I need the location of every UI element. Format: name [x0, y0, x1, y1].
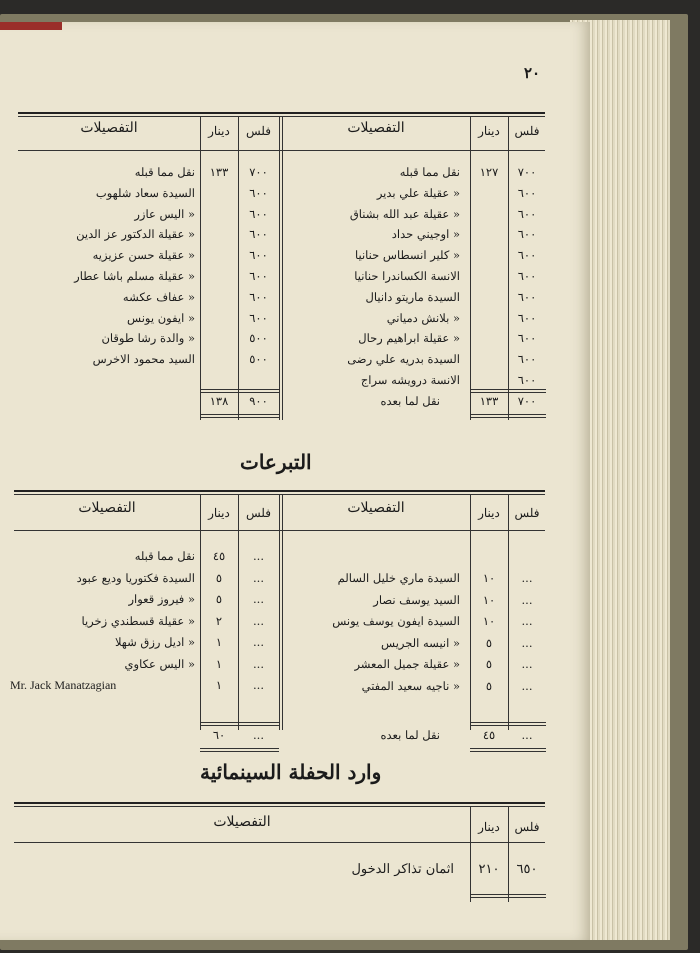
- entry-description: السيدة ماري خليل السالم: [337, 571, 460, 585]
- amount-fils: ٥٠٠: [249, 331, 268, 346]
- entry-description: Mr. Jack Manatzagian: [10, 678, 117, 692]
- amount-dinar: ٤٥: [212, 549, 226, 563]
- amount-dinar: ١: [215, 635, 223, 649]
- ledger-row: [18, 328, 279, 348]
- header-fils: فلس: [514, 124, 540, 138]
- header-fils: فلس: [514, 820, 540, 834]
- ledger-row: [18, 224, 279, 244]
- section-title-cinema: وارد الحفلة السينمائية: [200, 760, 382, 784]
- entry-description: « عفاف عكشه: [122, 289, 195, 304]
- total-rule: [470, 725, 546, 726]
- amount-fils: ٦٠٠: [249, 185, 268, 200]
- ledger-row: [14, 546, 279, 566]
- total-rule: [200, 751, 279, 752]
- amount-fils: ٦٠٠: [517, 310, 537, 325]
- total-rule: [200, 414, 279, 415]
- amount-dinar: ١٢٧: [479, 165, 499, 179]
- page-number: ٢٠: [524, 64, 541, 82]
- entry-description: الانسة الكساندرا حنانيا: [354, 269, 460, 283]
- ledger-row: [18, 308, 279, 328]
- ledger-row: [10, 675, 279, 695]
- ledger-row: [282, 590, 546, 610]
- carry-forward-label: نقل لما بعده: [380, 394, 440, 408]
- total-fils: ...: [253, 728, 264, 742]
- amount-dinar: ٥: [215, 592, 223, 606]
- total-rule: [470, 722, 546, 723]
- amount-fils: ٥٠٠: [249, 352, 268, 367]
- binding-tape: [0, 22, 62, 30]
- total-rule: [470, 389, 546, 390]
- amount-fils: ٦٠٠: [517, 373, 537, 387]
- total-fils: ...: [521, 728, 533, 742]
- amount-dinar: ٢: [215, 613, 223, 628]
- amount-fils: ٦٠٠: [249, 269, 268, 283]
- table-top-rule: [18, 112, 545, 114]
- amount-dinar: ١٠: [482, 592, 496, 607]
- entry-description: السيدة فكتوريا وديع عبود: [76, 570, 195, 585]
- amount-fils: ٦٠٠: [249, 206, 268, 221]
- amount-fils: ٦٠٠: [517, 185, 537, 200]
- header-details: التفصيلات: [347, 120, 405, 136]
- ledger-row: [282, 349, 546, 369]
- total-rule: [470, 392, 546, 393]
- ledger-row: [14, 589, 279, 609]
- amount-fils: ٦٠٠: [517, 206, 537, 221]
- amount-fils: ...: [253, 570, 264, 585]
- total-rule: [200, 392, 279, 393]
- total-rule: [470, 417, 546, 418]
- header-fils: فلس: [514, 506, 540, 520]
- amount-fils: ...: [253, 592, 264, 606]
- amount-fils: ...: [521, 592, 533, 607]
- entry-description: « عقيلة قسطندي زخريا: [81, 613, 195, 628]
- ledger-row: [282, 328, 546, 348]
- header-details: التفصيلات: [80, 120, 138, 136]
- total-rule: [470, 897, 546, 898]
- amount-fils: ٦٠٠: [517, 269, 537, 283]
- amount-fils: ٦٥٠: [516, 862, 538, 877]
- total-dinar: ١٣٣: [479, 394, 499, 408]
- ledger-row: [14, 611, 279, 631]
- section-title-donations: التبرعات: [240, 450, 312, 474]
- entry-description: « والدة رشا طوقان: [101, 331, 195, 346]
- entry-description: « عقيلة ابراهيم رحال: [358, 331, 460, 346]
- ledger-row: [18, 266, 279, 286]
- entry-description: « انيسه الجريس: [381, 635, 460, 650]
- ledger-page: [0, 22, 590, 940]
- entry-description: « عقيلة حسن عزيزيه: [92, 248, 195, 263]
- header-dinar: دينار: [478, 820, 500, 834]
- amount-dinar: ٥: [485, 657, 493, 671]
- header-details: التفصيلات: [213, 814, 271, 830]
- total-rule: [200, 725, 279, 726]
- carry-forward-label: نقل لما بعده: [380, 728, 440, 742]
- amount-fils: ...: [253, 635, 264, 649]
- total-dinar: ١٣٨: [209, 394, 229, 408]
- ledger-row: [18, 287, 279, 307]
- amount-fils: ٦٠٠: [517, 352, 537, 367]
- amount-fils: ٧٠٠: [517, 165, 537, 179]
- entry-description: السيدة ايفون يوسف يونس: [332, 614, 460, 628]
- header-fils: فلس: [245, 124, 271, 138]
- ledger-row: [282, 266, 546, 286]
- total-rule: [470, 751, 546, 752]
- amount-dinar: ١٣٣: [209, 165, 229, 179]
- amount-fils: ...: [521, 614, 533, 628]
- header-dinar: دينار: [208, 506, 230, 520]
- ledger-row: [18, 245, 279, 265]
- entry-description: « عقيلة جميل المعشر: [354, 657, 460, 671]
- amount-fils: ...: [253, 549, 264, 563]
- total-rule: [470, 894, 546, 895]
- total-rule: [200, 722, 279, 723]
- entry-description: نقل مما قبله: [134, 165, 195, 179]
- ledger-row: [282, 611, 546, 631]
- entry-description: اثمان تذاكر الدخول: [351, 862, 454, 877]
- header-details: التفصيلات: [78, 500, 136, 516]
- table-top-rule: [14, 490, 545, 492]
- amount-fils: ...: [521, 571, 533, 585]
- total-rule: [200, 389, 279, 390]
- total-fils: ٧٠٠: [517, 394, 537, 408]
- col-divider: [279, 494, 280, 730]
- ledger-row: [282, 162, 546, 182]
- amount-fils: ٦٠٠: [517, 248, 537, 263]
- amount-fils: ٦٠٠: [517, 227, 537, 242]
- ledger-row: [282, 183, 546, 203]
- entry-description: السيد محمود الاخرس: [92, 352, 195, 367]
- entry-description: « اليس عكاوي: [124, 656, 195, 671]
- amount-fils: ٧٠٠: [249, 165, 268, 179]
- header-dinar: دينار: [478, 506, 500, 520]
- ledger-row: [282, 204, 546, 224]
- header-dinar: دينار: [478, 124, 500, 138]
- amount-fils: ٦٠٠: [249, 227, 268, 242]
- ledger-row: [282, 287, 546, 307]
- amount-fils: ...: [521, 657, 533, 671]
- amount-fils: ...: [521, 678, 533, 693]
- total-rule: [470, 748, 546, 749]
- ledger-row: [18, 183, 279, 203]
- amount-fils: ...: [521, 635, 533, 650]
- table-top-rule: [14, 802, 545, 804]
- ledger-row: [282, 370, 546, 390]
- ledger-row: [14, 568, 279, 588]
- entry-description: « كلير انسطاس حنانيا: [355, 248, 460, 263]
- entry-description: الانسة درويشه سراج: [360, 373, 460, 387]
- entry-description: « اديل رزق شهلا: [114, 635, 195, 649]
- ledger-row: [14, 632, 279, 652]
- amount-dinar: ١: [215, 656, 223, 671]
- ledger-row: [282, 245, 546, 265]
- amount-fils: ...: [253, 613, 264, 628]
- ledger-row: [18, 349, 279, 369]
- amount-fils: ٦٠٠: [517, 289, 537, 304]
- entry-description: « اليس عازر: [134, 206, 195, 221]
- total-rule: [200, 748, 279, 749]
- amount-dinar: ١: [215, 678, 223, 692]
- entry-description: « عقيلة الدكتور عز الدين: [76, 227, 195, 242]
- table-top-rule-2: [14, 806, 545, 807]
- ledger-row: [282, 633, 546, 653]
- ledger-row: [18, 204, 279, 224]
- entry-description: السيد يوسف نصار: [373, 592, 460, 607]
- amount-dinar: ٥: [485, 635, 493, 650]
- amount-dinar: ٢١٠: [478, 862, 500, 877]
- ledger-row: [18, 162, 279, 182]
- amount-fils: ٦٠٠: [249, 310, 268, 325]
- ledger-row: [282, 676, 546, 696]
- amount-fils: ٦٠٠: [249, 248, 268, 263]
- amount-dinar: ١٠: [482, 614, 496, 628]
- entry-description: السيدة سعاد شلهوب: [95, 185, 195, 200]
- entry-description: « ايفون يونس: [127, 310, 195, 325]
- entry-description: السيدة بدريه علي رضى: [347, 352, 460, 367]
- ledger-row: [282, 568, 546, 588]
- entry-description: « عقيلة علي بدير: [376, 185, 460, 200]
- col-divider: [279, 116, 280, 420]
- amount-fils: ...: [253, 656, 264, 671]
- entry-description: نقل مما قبله: [399, 165, 460, 179]
- entry-description: « اوجيني حداد: [391, 227, 460, 242]
- entry-description: نقل مما قبله: [134, 549, 195, 563]
- amount-dinar: ١٠: [482, 571, 496, 585]
- total-rule: [470, 414, 546, 415]
- entry-description: « ناجيه سعيد المفتي: [361, 678, 460, 693]
- total-rule: [200, 417, 279, 418]
- entry-description: السيدة ماريتو دانيال: [365, 289, 460, 304]
- amount-fils: ٦٠٠: [249, 289, 268, 304]
- amount-dinar: ٥: [485, 678, 493, 693]
- ledger-row: [282, 654, 546, 674]
- entry-description: « بلانش دمياني: [386, 310, 460, 325]
- amount-fils: ...: [253, 678, 264, 692]
- ledger-row: [14, 654, 279, 674]
- total-dinar: ٦٠: [212, 728, 226, 742]
- total-fils: ٩٠٠: [249, 394, 268, 408]
- amount-fils: ٦٠٠: [517, 331, 537, 346]
- entry-description: « عقيلة عبد الله بشناق: [349, 206, 460, 221]
- ledger-row: [282, 308, 546, 328]
- header-fils: فلس: [245, 506, 271, 520]
- entry-description: « عقيلة مسلم باشا عطار: [74, 269, 195, 283]
- amount-dinar: ٥: [215, 570, 223, 585]
- header-details: التفصيلات: [347, 500, 405, 516]
- total-dinar: ٤٥: [482, 728, 496, 742]
- ledger-row: [14, 860, 546, 880]
- entry-description: « فيروز قعوار: [128, 592, 195, 606]
- header-bottom-rule: [14, 842, 545, 843]
- ledger-row: [282, 224, 546, 244]
- header-dinar: دينار: [208, 124, 230, 138]
